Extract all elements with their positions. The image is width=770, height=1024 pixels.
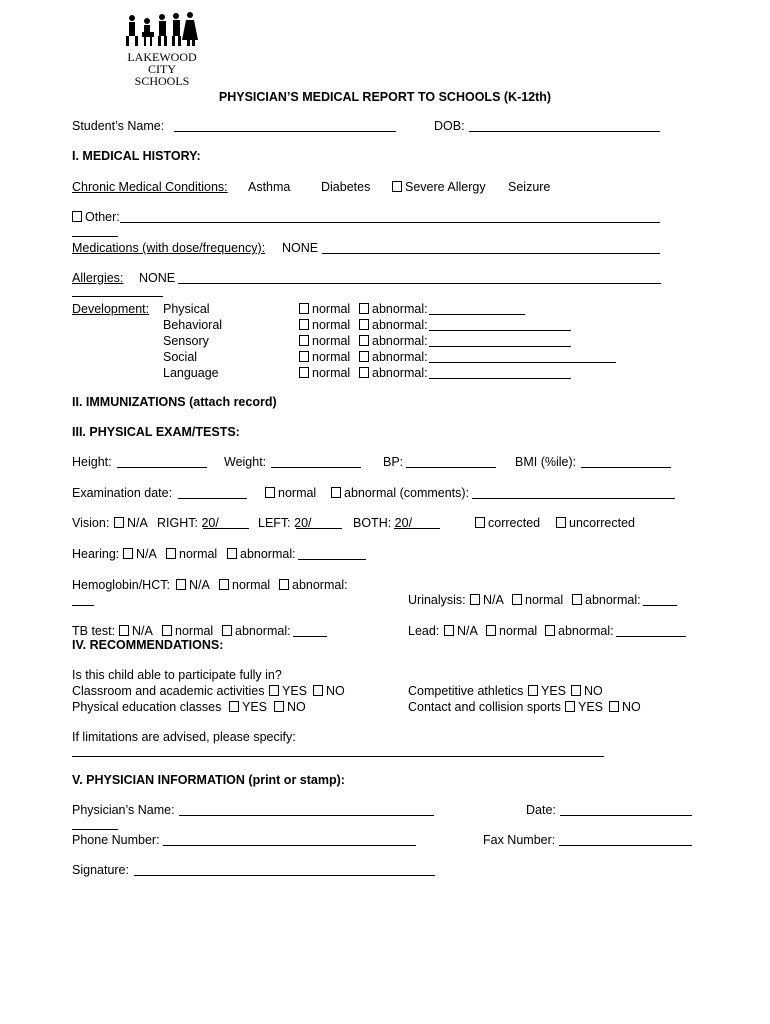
- checkbox[interactable]: [359, 303, 369, 314]
- checkbox[interactable]: [359, 367, 369, 378]
- no-label: NO: [287, 700, 306, 714]
- logo-text-line1: LAKEWOOD: [127, 50, 197, 64]
- lead-abnormal-option[interactable]: [545, 624, 614, 639]
- phone-field[interactable]: [163, 833, 416, 846]
- hearing-na-option[interactable]: [123, 547, 157, 562]
- development-normal-language[interactable]: [299, 366, 350, 381]
- uncorrected-label: uncorrected: [569, 516, 636, 530]
- classroom-label: Classroom and academic activities: [72, 684, 265, 698]
- section-medical-history: I. MEDICAL HISTORY:: [72, 149, 201, 163]
- athletics-yes-option[interactable]: [528, 684, 566, 699]
- hearing-abnormal-option[interactable]: [227, 547, 296, 562]
- checkbox[interactable]: [123, 548, 133, 559]
- tb-abnormal-field[interactable]: [293, 624, 327, 637]
- checkbox[interactable]: [444, 625, 454, 636]
- development-normal-social[interactable]: [299, 350, 350, 365]
- dob-label: DOB:: [434, 119, 465, 133]
- allergies-label: Allergies:: [72, 271, 124, 285]
- checkbox[interactable]: [222, 625, 232, 636]
- na-label: N/A: [483, 593, 504, 607]
- bp-field[interactable]: [406, 455, 496, 468]
- limitations-field[interactable]: [72, 756, 604, 757]
- no-label: NO: [622, 700, 641, 714]
- normal-label: normal: [232, 578, 271, 592]
- physician-name-field[interactable]: [179, 803, 434, 816]
- normal-label: normal: [525, 593, 564, 607]
- exam-date-label: Examination date:: [72, 486, 173, 500]
- tb-label: TB test:: [72, 624, 116, 638]
- vision-na-option[interactable]: [114, 516, 148, 531]
- athletics-label: Competitive athletics: [408, 684, 524, 698]
- signature-label: Signature:: [72, 863, 129, 877]
- limitations-label: If limitations are advised, please specify:: [72, 730, 296, 744]
- checkbox[interactable]: [572, 594, 582, 605]
- contact-no-option[interactable]: [609, 700, 641, 715]
- na-label: N/A: [136, 547, 157, 561]
- hemoglobin-abnormal-option[interactable]: [279, 578, 348, 593]
- other-field[interactable]: [120, 210, 660, 223]
- vision-both-field[interactable]: [394, 516, 440, 529]
- logo-text-line2: CITY SCHOOLS: [134, 62, 190, 88]
- urinalysis-label: Urinalysis:: [408, 593, 466, 607]
- tb-normal-option[interactable]: [162, 624, 213, 639]
- chronic-conditions-label: Chronic Medical Conditions:: [72, 180, 228, 194]
- vision-uncorrected-option[interactable]: [556, 516, 635, 531]
- normal-label: normal: [175, 624, 214, 638]
- checkbox[interactable]: [528, 685, 538, 696]
- severe-allergy-checkbox[interactable]: [392, 181, 402, 192]
- na-label: N/A: [189, 578, 210, 592]
- abnormal-label: abnormal:: [585, 593, 641, 607]
- na-label: N/A: [127, 516, 148, 530]
- asthma-option[interactable]: Asthma: [248, 180, 291, 194]
- pe-no-option[interactable]: [274, 700, 306, 715]
- medications-value: NONE: [282, 241, 319, 255]
- checkbox[interactable]: [299, 335, 309, 346]
- development-abnormal-physical[interactable]: [359, 302, 428, 317]
- normal-label: normal: [312, 302, 351, 316]
- height-field[interactable]: [117, 455, 207, 468]
- development-abnormal-behavioral[interactable]: [359, 318, 428, 333]
- checkbox[interactable]: [470, 594, 480, 605]
- urinalysis-na-option[interactable]: [470, 593, 504, 608]
- physician-name-label: Physician’s Name:: [72, 803, 175, 817]
- checkbox[interactable]: [265, 487, 275, 498]
- contact-label: Contact and collision sports: [408, 700, 561, 714]
- vision-label: Vision:: [72, 516, 110, 530]
- checkbox[interactable]: [609, 701, 619, 712]
- checkbox[interactable]: [299, 303, 309, 314]
- lead-normal-option[interactable]: [486, 624, 537, 639]
- development-abnormal-sensory[interactable]: [359, 334, 428, 349]
- checkbox[interactable]: [176, 579, 186, 590]
- abnormal-label: abnormal:: [372, 334, 428, 348]
- abnormal-label: abnormal (comments):: [344, 486, 470, 500]
- classroom-yes-option[interactable]: [269, 684, 307, 699]
- checkbox[interactable]: [313, 685, 323, 696]
- athletics-no-option[interactable]: [571, 684, 603, 699]
- checkbox[interactable]: [486, 625, 496, 636]
- checkbox[interactable]: [565, 701, 575, 712]
- bmi-label: BMI (%ile):: [515, 455, 577, 469]
- development-abnormal-field-sensory[interactable]: [429, 334, 571, 347]
- checkbox[interactable]: [219, 579, 229, 590]
- yes-label: YES: [578, 700, 604, 714]
- checkbox[interactable]: [359, 335, 369, 346]
- checkbox[interactable]: [227, 548, 237, 559]
- page-title: PHYSICIAN’S MEDICAL REPORT TO SCHOOLS (K-12th): [218, 90, 552, 104]
- yes-label: YES: [242, 700, 268, 714]
- normal-label: normal: [312, 318, 351, 332]
- severe-allergy-label: Severe Allergy: [405, 180, 486, 194]
- date-label: Date:: [526, 803, 556, 817]
- other-label: Other:: [85, 210, 120, 224]
- vision-right-field[interactable]: [203, 516, 249, 529]
- development-name-language: Language: [163, 366, 219, 380]
- na-label: N/A: [132, 624, 153, 638]
- hemoglobin-label: Hemoglobin/HCT:: [72, 578, 170, 592]
- severe-allergy-option[interactable]: [392, 180, 486, 195]
- checkbox[interactable]: [166, 548, 176, 559]
- other-continuation-line: [72, 236, 118, 237]
- fax-label: Fax Number:: [483, 833, 556, 847]
- diabetes-option[interactable]: Diabetes: [321, 180, 371, 194]
- section-physical-exam: III. PHYSICAL EXAM/TESTS:: [72, 425, 240, 439]
- vision-corrected-option[interactable]: [475, 516, 540, 531]
- hearing-abnormal-field[interactable]: [298, 547, 366, 560]
- pe-label: Physical education classes: [72, 700, 222, 714]
- vision-right-label: RIGHT: 20/: [157, 516, 219, 530]
- checkbox[interactable]: [331, 487, 341, 498]
- weight-field[interactable]: [271, 455, 361, 468]
- participate-question: Is this child able to participate fully in?: [72, 668, 282, 682]
- checkbox[interactable]: [162, 625, 172, 636]
- pe-yes-option[interactable]: [229, 700, 267, 715]
- normal-label: normal: [312, 366, 351, 380]
- development-normal-physical[interactable]: [299, 302, 350, 317]
- classroom-no-option[interactable]: [313, 684, 345, 699]
- checkbox[interactable]: [229, 701, 239, 712]
- other-checkbox[interactable]: [72, 211, 82, 222]
- seizure-option[interactable]: Seizure: [508, 180, 551, 194]
- allergies-continuation-line: [72, 296, 163, 297]
- student-name-label: Student’s Name:: [72, 119, 165, 133]
- phone-label: Phone Number:: [72, 833, 160, 847]
- no-label: NO: [326, 684, 345, 698]
- exam-date-field[interactable]: [178, 486, 247, 499]
- normal-label: normal: [312, 350, 351, 364]
- abnormal-label: abnormal:: [372, 302, 428, 316]
- other-option[interactable]: [72, 210, 120, 225]
- normal-label: normal: [499, 624, 538, 638]
- development-name-behavioral: Behavioral: [163, 318, 223, 332]
- development-label: Development:: [72, 302, 150, 316]
- dob-field[interactable]: [469, 119, 660, 132]
- checkbox[interactable]: [299, 319, 309, 330]
- abnormal-label: abnormal:: [372, 366, 428, 380]
- school-logo: [120, 12, 204, 88]
- bp-label: BP:: [383, 455, 404, 469]
- hemoglobin-abnormal-field[interactable]: [72, 605, 94, 606]
- abnormal-label: abnormal:: [240, 547, 296, 561]
- development-abnormal-language[interactable]: [359, 366, 428, 381]
- tb-abnormal-option[interactable]: [222, 624, 291, 639]
- normal-label: normal: [278, 486, 317, 500]
- no-label: NO: [584, 684, 603, 698]
- section-recommendations: IV. RECOMMENDATIONS:: [72, 638, 224, 652]
- checkbox[interactable]: [119, 625, 129, 636]
- development-abnormal-field-behavioral[interactable]: [429, 318, 571, 331]
- checkbox[interactable]: [359, 319, 369, 330]
- allergies-field[interactable]: [178, 271, 661, 284]
- lead-na-option[interactable]: [444, 624, 478, 639]
- development-normal-behavioral[interactable]: [299, 318, 350, 333]
- corrected-label: corrected: [488, 516, 541, 530]
- checkbox[interactable]: [545, 625, 555, 636]
- fax-field[interactable]: [559, 833, 692, 846]
- checkbox[interactable]: [279, 579, 289, 590]
- weight-label: Weight:: [224, 455, 267, 469]
- hearing-label: Hearing:: [72, 547, 120, 561]
- physician-name-continuation-line: [72, 829, 118, 830]
- exam-normal-option[interactable]: [265, 486, 316, 501]
- development-name-physical: Physical: [163, 302, 210, 316]
- yes-label: YES: [282, 684, 308, 698]
- checkbox[interactable]: [114, 517, 124, 528]
- abnormal-label: abnormal:: [372, 350, 428, 364]
- date-field[interactable]: [560, 803, 692, 816]
- checkbox[interactable]: [299, 367, 309, 378]
- yes-label: YES: [541, 684, 567, 698]
- exam-abnormal-option[interactable]: [331, 486, 469, 501]
- contact-yes-option[interactable]: [565, 700, 603, 715]
- checkbox[interactable]: [475, 517, 485, 528]
- development-normal-sensory[interactable]: [299, 334, 350, 349]
- hemoglobin-normal-option[interactable]: [219, 578, 270, 593]
- checkbox[interactable]: [571, 685, 581, 696]
- student-name-field[interactable]: [174, 119, 396, 132]
- development-name-sensory: Sensory: [163, 334, 209, 348]
- medications-field[interactable]: [322, 241, 660, 254]
- development-abnormal-field-physical[interactable]: [429, 302, 525, 315]
- development-name-social: Social: [163, 350, 198, 364]
- normal-label: normal: [179, 547, 218, 561]
- tb-na-option[interactable]: [119, 624, 153, 639]
- urinalysis-abnormal-option[interactable]: [572, 593, 641, 608]
- height-label: Height:: [72, 455, 112, 469]
- abnormal-label: abnormal:: [558, 624, 614, 638]
- urinalysis-abnormal-field[interactable]: [643, 593, 677, 606]
- checkbox[interactable]: [274, 701, 284, 712]
- bmi-field[interactable]: [581, 455, 671, 468]
- development-abnormal-field-language[interactable]: [429, 366, 571, 379]
- checkbox[interactable]: [359, 351, 369, 362]
- vision-left-field[interactable]: [296, 516, 342, 529]
- abnormal-label: abnormal:: [292, 578, 348, 592]
- allergies-value: NONE: [139, 271, 176, 285]
- hearing-normal-option[interactable]: [166, 547, 217, 562]
- development-abnormal-field-social[interactable]: [429, 350, 616, 363]
- lead-abnormal-field[interactable]: [616, 624, 686, 637]
- section-immunizations: II. IMMUNIZATIONS (attach record): [72, 395, 277, 409]
- checkbox[interactable]: [299, 351, 309, 362]
- exam-comments-field[interactable]: [472, 486, 675, 499]
- checkbox[interactable]: [556, 517, 566, 528]
- urinalysis-normal-option[interactable]: [512, 593, 563, 608]
- vision-left-label: LEFT: 20/: [258, 516, 312, 530]
- medications-label: Medications (with dose/frequency):: [72, 241, 266, 255]
- abnormal-label: abnormal:: [235, 624, 291, 638]
- vision-both-label: BOTH: 20/: [353, 516, 413, 530]
- abnormal-label: abnormal:: [372, 318, 428, 332]
- section-physician-info: V. PHYSICIAN INFORMATION (print or stamp):: [72, 773, 345, 787]
- lead-label: Lead:: [408, 624, 440, 638]
- checkbox[interactable]: [512, 594, 522, 605]
- hemoglobin-na-option[interactable]: [176, 578, 210, 593]
- signature-field[interactable]: [134, 863, 435, 876]
- na-label: N/A: [457, 624, 478, 638]
- musicians-silhouette-icon: [120, 12, 204, 48]
- development-abnormal-social[interactable]: [359, 350, 428, 365]
- checkbox[interactable]: [269, 685, 279, 696]
- normal-label: normal: [312, 334, 351, 348]
